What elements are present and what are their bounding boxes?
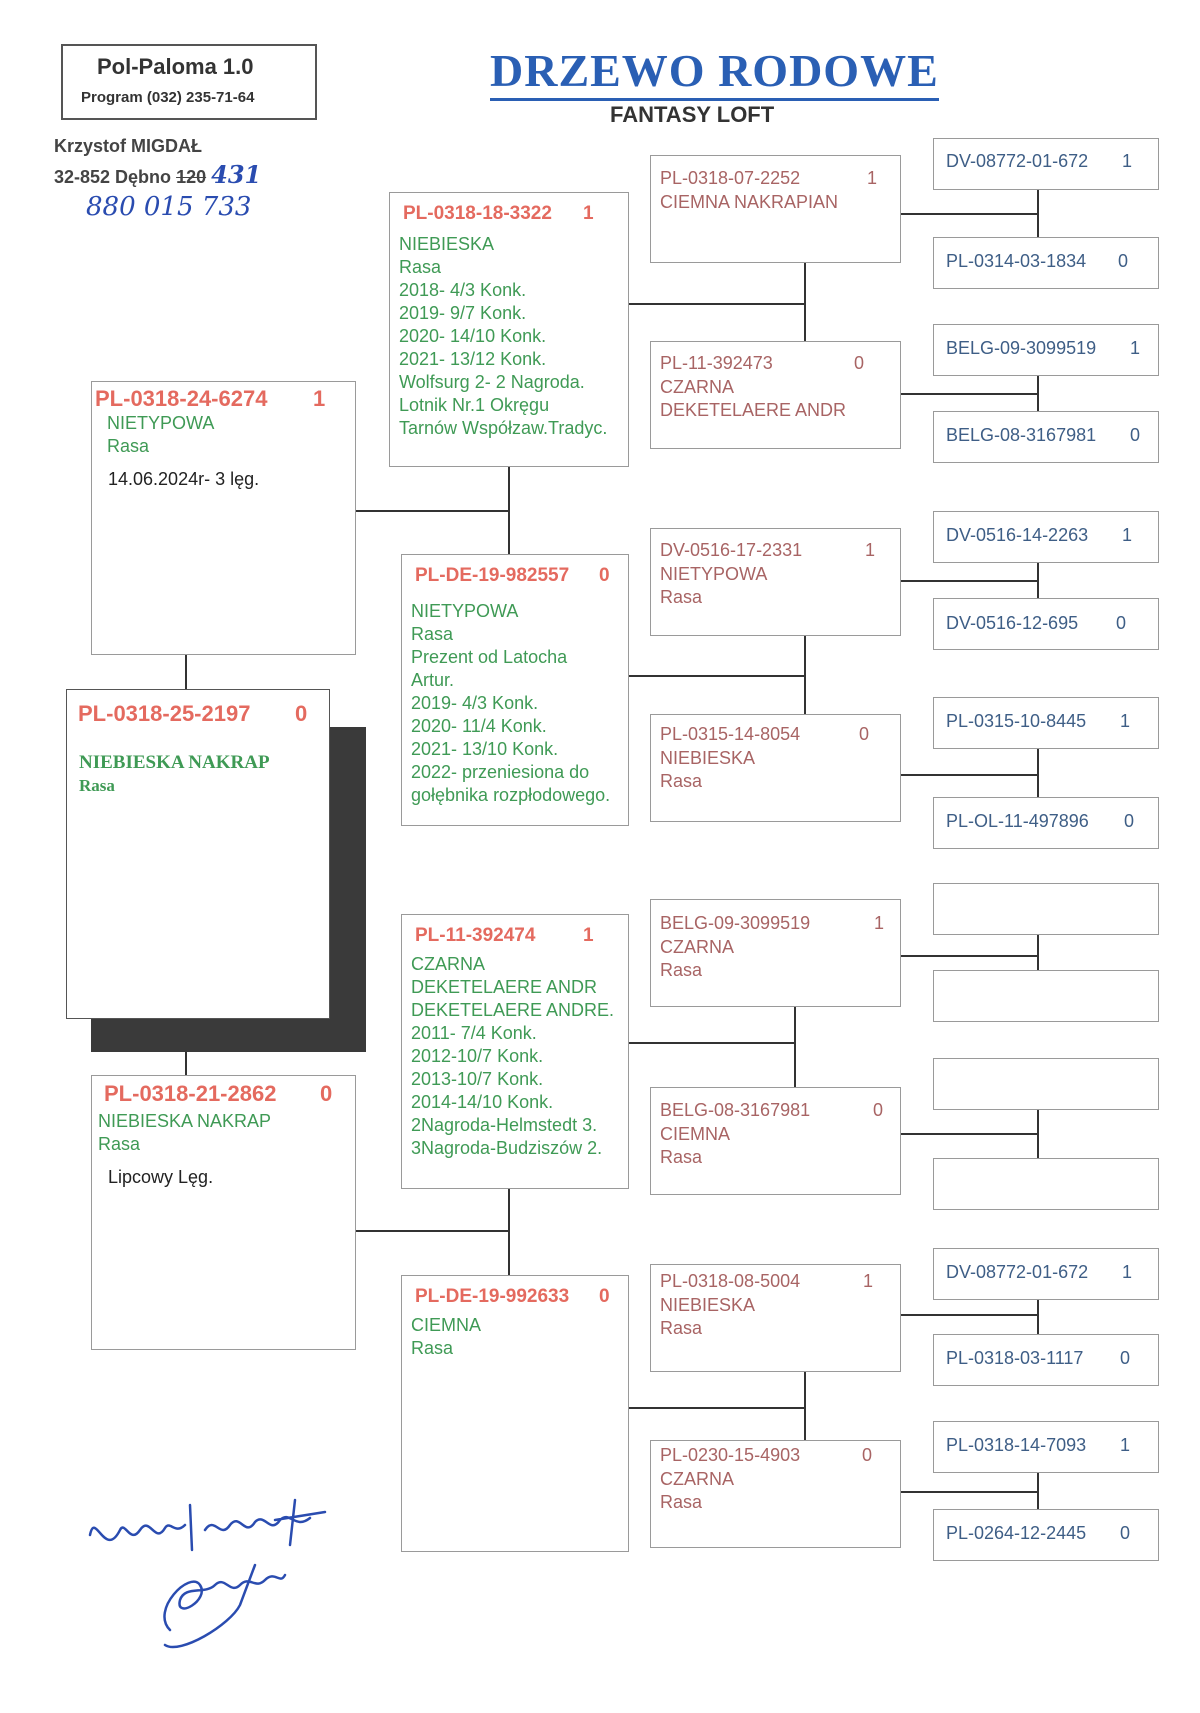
detail-line: 2021- 13/12 Konk. [399,349,547,369]
gen4-sex: 1 [1122,525,1133,545]
ggp-line: Rasa [660,1147,703,1167]
ggp-id: BELG-08-3167981 [660,1100,811,1120]
owner-name: Krzystof MIGDAŁ [54,136,202,156]
mother-color: NIEBIESKA NAKRAP [98,1111,272,1131]
great-grandparent-card [650,714,901,822]
ggp-line: Rasa [660,1318,703,1338]
grandparent-card [401,1275,629,1552]
detail-line: Prezent od Latocha [411,647,568,667]
detail-line: 2022- przeniesiona do [411,762,590,782]
mother-id: PL-0318-21-2862 [104,1081,277,1106]
ggp-id: BELG-09-3099519 [660,913,811,933]
connector-main-mother [185,1052,187,1075]
connector-ggp4-v [1037,749,1039,797]
gen4-card [933,1248,1159,1300]
gen4-sex: 0 [1130,425,1141,445]
main-bird-id: PL-0318-25-2197 [78,701,251,726]
grandparent-details [411,600,610,807]
program-box [61,44,317,120]
father-card [91,381,356,655]
father-race: Rasa [107,436,150,456]
father-id: PL-0318-24-6274 [95,386,268,411]
gen4-sex: 1 [1130,338,1141,358]
detail-line: 2011- 7/4 Konk. [411,1023,537,1043]
ggp-line: Rasa [660,771,703,791]
ggp-line: Rasa [660,587,703,607]
gen4-sex: 0 [1116,613,1127,633]
grandparent-sex: 1 [583,925,594,946]
connector-ggp7-v [1037,1300,1039,1334]
great-grandparent-card [650,528,901,636]
connector-gp4-h [629,1407,805,1409]
ggp-line: CIEMNA [660,1124,731,1144]
connector-mother-h [356,1230,509,1232]
detail-line: Rasa [399,257,442,277]
detail-line: CZARNA [411,954,486,974]
gen4-card [933,598,1159,650]
detail-line: NIEBIESKA [399,234,495,254]
gen4-card [933,324,1159,376]
detail-line: Wolfsurg 2- 2 Nagroda. [399,372,585,392]
gen4-id: BELG-08-3167981 [946,425,1097,445]
gen4-card [933,1158,1159,1210]
connector-gp4-v [804,1372,806,1440]
mother-note: Lipcowy Lęg. [108,1167,214,1187]
ggp-line: NIEBIESKA [660,1295,756,1315]
mother-card [91,1075,356,1350]
grandparent-sex: 0 [599,1286,610,1307]
detail-line: 2021- 13/10 Konk. [411,739,559,759]
detail-line: Rasa [411,1338,454,1358]
detail-line: Artur. [411,670,455,690]
gen4-sex: 0 [1124,811,1135,831]
ggp-sex: 1 [863,1271,874,1291]
gen4-sex: 1 [1120,1435,1131,1455]
detail-line: 2018- 4/3 Konk. [399,280,527,300]
connector-ggp7-h [901,1314,1038,1316]
gen4-card [933,1334,1159,1386]
program-name: Pol-Paloma 1.0 [97,54,254,79]
detail-line: DEKETELAERE ANDRE. [411,1000,615,1020]
gen4-sex: 0 [1120,1348,1131,1368]
ggp-sex: 0 [873,1100,884,1120]
program-phone: Program (032) 235-71-64 [81,89,255,106]
grandparent-details [411,953,614,1160]
ggp-sex: 1 [874,913,885,933]
gen4-sex: 1 [1122,151,1133,171]
grandparent-card [401,554,629,826]
detail-line: 2019- 4/3 Konk. [411,693,539,713]
detail-line: DEKETELAERE ANDR [411,977,598,997]
great-grandparent-card [650,341,901,449]
signature-drawing [80,1490,350,1660]
detail-line: 2012-10/7 Konk. [411,1046,544,1066]
connector-ggp1-h [901,213,1038,215]
page-subtitle: FANTASY LOFT [610,102,775,127]
grandparent-id: PL-0318-18-3322 [403,203,552,224]
grandparent-id: PL-DE-19-982557 [415,565,570,586]
ggp-line: CZARNA [660,1469,735,1489]
owner-address [54,160,261,189]
mother-race: Rasa [98,1134,141,1154]
connector-gp3-v [794,1007,796,1087]
gen4-card [933,511,1159,563]
grandparent-id: PL-DE-19-992633 [415,1286,570,1307]
connector-father-v [508,467,510,554]
gen4-sex: 0 [1120,1523,1131,1543]
connector-gp2-v [804,636,806,714]
ggp-line: NIETYPOWA [660,564,768,584]
connector-ggp5-h [901,955,1038,957]
connector-ggp3-v [1037,563,1039,598]
connector-ggp4-h [901,774,1038,776]
ggp-id: PL-11-392473 [660,353,773,373]
grandparent-card [389,192,629,467]
address-struck: 120 [176,167,207,187]
father-sex: 1 [313,386,326,411]
address-printed: 32-852 Dębno [54,167,172,187]
connector-gp1-v [804,263,806,341]
gen4-id: PL-0314-03-1834 [946,251,1087,271]
connector-father-h [356,510,509,512]
gen4-id: PL-0264-12-2445 [946,1523,1087,1543]
detail-line: CIEMNA [411,1315,482,1335]
father-color: NIETYPOWA [107,413,215,433]
signature [80,1490,350,1660]
detail-line: 2013-10/7 Konk. [411,1069,544,1089]
gen4-sex: 0 [1118,251,1129,271]
connector-ggp1-v [1037,190,1039,237]
connector-ggp8-h [901,1491,1038,1493]
gen4-id: PL-0318-14-7093 [946,1435,1087,1455]
gen4-card [933,411,1159,463]
gen4-card [933,697,1159,749]
great-grandparent-card [650,155,901,263]
detail-line: 2014-14/10 Konk. [411,1092,554,1112]
address-handwritten: 431 [211,160,262,189]
gen4-sex: 1 [1122,1262,1133,1282]
detail-line: 2Nagroda-Helmstedt 3. [411,1115,598,1135]
grandparent-card [401,914,629,1189]
main-bird-sex: 0 [295,701,308,726]
great-grandparent-card [650,1264,901,1372]
ggp-id: DV-0516-17-2331 [660,540,803,560]
connector-gp1-h [629,303,805,305]
gen4-id: PL-0318-03-1117 [946,1348,1084,1368]
detail-line: NIETYPOWA [411,601,519,621]
ggp-line: CZARNA [660,937,735,957]
gen4-sex: 1 [1120,711,1131,731]
gen4-card [933,138,1159,190]
connector-ggp5-v [1037,935,1039,970]
connector-mother-v [508,1189,510,1275]
owner-phone-handwritten: 880 015 733 [86,192,252,222]
page-title [490,44,939,101]
detail-line: 3Nagroda-Budziszów 2. [411,1138,603,1158]
gen4-id: BELG-09-3099519 [946,338,1097,358]
connector-ggp2-h [901,393,1038,395]
grandparent-sex: 0 [599,565,610,586]
detail-line: gołębnika rozpłodowego. [411,785,611,805]
title-text: DRZEWO RODOWE [490,44,939,101]
ggp-id: PL-0230-15-4903 [660,1445,801,1465]
gen4-id: DV-08772-01-672 [946,1262,1089,1282]
great-grandparent-card [650,899,901,1007]
great-grandparent-card [650,1087,901,1195]
gen4-id: DV-0516-14-2263 [946,525,1089,545]
connector-gp3-h [629,1042,795,1044]
ggp-sex: 1 [865,540,876,560]
gen4-card [933,1509,1159,1561]
gen4-id: DV-0516-12-695 [946,613,1079,633]
main-bird-race: Rasa [79,776,115,795]
gen4-id: PL-OL-11-497896 [946,811,1089,831]
main-bird-color: NIEBIESKA NAKRAP [79,752,270,773]
gen4-card [933,1058,1159,1110]
ggp-sex: 1 [867,168,878,188]
ggp-line: Rasa [660,960,703,980]
main-bird-card [66,689,330,1019]
ggp-line: NIEBIESKA [660,748,756,768]
gen4-card [933,237,1159,289]
gen4-card [933,883,1159,935]
detail-line: Rasa [411,624,454,644]
gen4-card [933,1421,1159,1473]
gen4-card [933,970,1159,1022]
ggp-line: DEKETELAERE ANDR [660,400,847,420]
ggp-sex: 0 [854,353,865,373]
father-note: 14.06.2024r- 3 lęg. [108,469,260,489]
detail-line: Lotnik Nr.1 Okręgu [399,395,550,415]
gen4-id: DV-08772-01-672 [946,151,1089,171]
ggp-sex: 0 [862,1445,873,1465]
detail-line: 2020- 11/4 Konk. [411,716,547,736]
detail-line: 2019- 9/7 Konk. [399,303,527,323]
grandparent-details [411,1314,481,1360]
gen4-card [933,797,1159,849]
grandparent-sex: 1 [583,203,594,224]
ggp-id: PL-0318-08-5004 [660,1271,801,1291]
connector-main-father [185,655,187,689]
gen4-id: PL-0315-10-8445 [946,711,1087,731]
connector-ggp8-v [1037,1473,1039,1509]
ggp-line: CIEMNA NAKRAPIAN [660,192,839,212]
detail-line: 2020- 14/10 Konk. [399,326,547,346]
ggp-sex: 0 [859,724,870,744]
ggp-line: CZARNA [660,377,735,397]
grandparent-id: PL-11-392474 [415,925,536,946]
connector-gp2-h [629,675,805,677]
great-grandparent-card [650,1440,901,1548]
detail-line: Tarnów Współzaw.Tradyc. [399,418,608,438]
ggp-id: PL-0318-07-2252 [660,168,801,188]
grandparent-details [399,233,607,440]
ggp-line: Rasa [660,1492,703,1512]
connector-ggp6-h [901,1133,1038,1135]
mother-sex: 0 [320,1081,333,1106]
ggp-id: PL-0315-14-8054 [660,724,801,744]
connector-ggp6-v [1037,1110,1039,1158]
connector-ggp3-h [901,580,1038,582]
connector-ggp2-v [1037,376,1039,411]
